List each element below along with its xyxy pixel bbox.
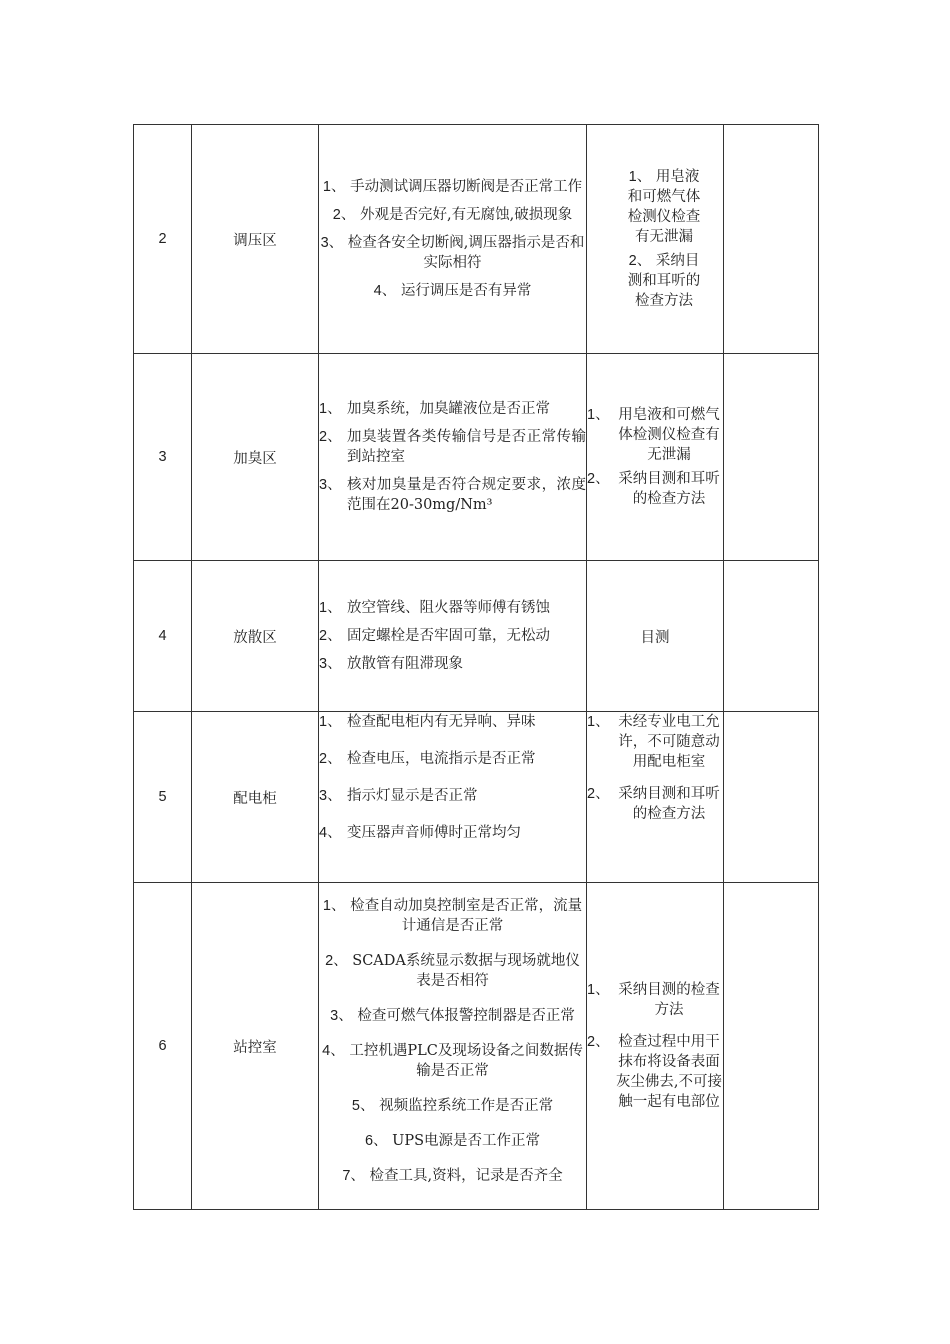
list-item: 2、 检查过程中用干抹布将设备表面灰尘佛去,不可接触一起有电部位: [587, 1034, 723, 1110]
table-row: [134, 561, 819, 712]
row-number: 5: [134, 712, 192, 883]
table-row: [134, 712, 819, 883]
list-item: 4、 变压器声音师傅时正常均匀: [319, 825, 521, 841]
area-name: 放散区: [192, 561, 319, 712]
row-number: 3: [134, 354, 192, 561]
list-item: 4、 运行调压是否有异常: [373, 283, 532, 299]
list-item: 2、 外观是否完好,有无腐蚀,破损现象: [332, 207, 573, 223]
list-item: 2、 SCADA系统显示数据与现场就地仪表是否相符: [325, 953, 580, 989]
list-item: 6、 UPS电源是否工作正常: [364, 1133, 541, 1149]
check-methods: [587, 883, 724, 1210]
check-method-text: 目测: [587, 561, 724, 712]
area-name: 调压区: [192, 125, 319, 354]
list-item: 2、 固定螺栓是否牢固可靠，无松动: [319, 628, 550, 644]
list-item: 1、 用皂液和可燃气体检测仪检查有无泄漏: [587, 407, 720, 463]
table-row: [134, 354, 819, 561]
check-methods: [587, 354, 724, 561]
remark-cell: [724, 354, 819, 561]
inspection-table: [133, 124, 819, 1210]
check-items: [319, 712, 587, 883]
list-item: 1、 检查配电柜内有无异响、异味: [319, 714, 536, 730]
table-row: [134, 125, 819, 354]
row-number: 6: [134, 883, 192, 1210]
list-item: 2、 加臭装置各类传输信号是否正常传输到站控室: [319, 429, 586, 465]
list-item: 2、 检查电压，电流指示是否正常: [319, 751, 536, 767]
area-name: 加臭区: [192, 354, 319, 561]
row-number: 4: [134, 561, 192, 712]
remark-cell: [724, 125, 819, 354]
list-item: 4、 工控机遇PLC及现场设备之间数据传输是否正常: [322, 1043, 583, 1079]
area-name: 配电柜: [192, 712, 319, 883]
list-item: 1、 手动测试调压器切断阀是否正常工作: [322, 179, 583, 195]
list-item: 1、 检查自动加臭控制室是否正常，流量计通信是否正常: [322, 898, 583, 934]
check-methods: [587, 125, 724, 354]
list-item: 7、 检查工具,资料，记录是否齐全: [342, 1168, 563, 1184]
list-item: 1、 未经专业电工允许，不可随意动用配电柜室: [587, 714, 720, 770]
list-item: 1、 用皂液和可燃气体检测仪检查有无泄漏: [627, 169, 701, 245]
check-items: [319, 561, 587, 712]
check-items: [319, 354, 587, 561]
list-item: 2、 采纳目测和耳听的检查方法: [587, 471, 720, 507]
list-item: 1、 采纳目测的检查方法: [587, 982, 720, 1018]
check-methods: [587, 712, 724, 883]
list-item: 1、 加臭系统，加臭罐液位是否正常: [319, 401, 550, 417]
area-name: 站控室: [192, 883, 319, 1210]
check-items: [319, 125, 587, 354]
list-item: 3、 检查可燃气体报警控制器是否正常: [330, 1008, 575, 1024]
remark-cell: [724, 561, 819, 712]
list-item: 1、 放空管线、阻火器等师傅有锈蚀: [319, 600, 550, 616]
check-items: [319, 883, 587, 1210]
table-row: [134, 883, 819, 1210]
list-item: 3、 放散管有阻滞现象: [319, 656, 463, 672]
remark-cell: [724, 883, 819, 1210]
list-item: 3、 指示灯显示是否正常: [319, 788, 478, 804]
list-item: 5、 视频监控系统工作是否正常: [351, 1098, 554, 1114]
remark-cell: [724, 712, 819, 883]
list-item: 3、 检查各安全切断阀,调压器指示是否和实际相符: [320, 235, 585, 271]
list-item: 2、 采纳目测和耳听的检查方法: [627, 253, 701, 309]
row-number: 2: [134, 125, 192, 354]
list-item: 3、 核对加臭量是否符合规定要求，浓度范围在20-30mg/Nm³: [319, 477, 586, 513]
list-item: 2、 采纳目测和耳听的检查方法: [587, 786, 720, 822]
